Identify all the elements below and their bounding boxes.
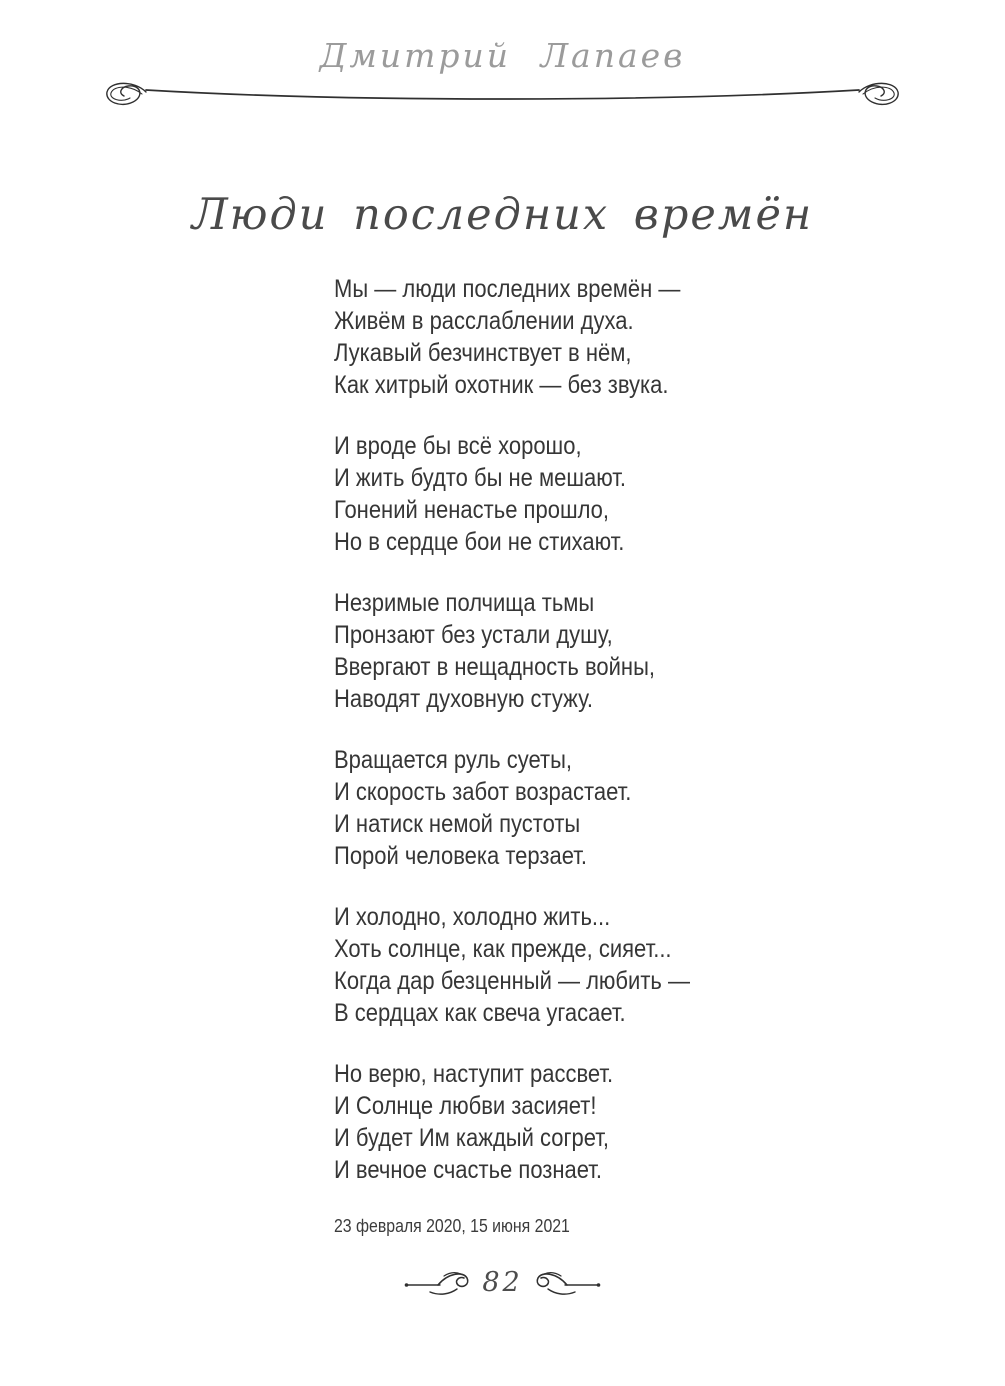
page-header-author: Дмитрий Лапаев xyxy=(319,36,686,75)
poem-line: Порой человека терзает. xyxy=(334,842,587,870)
poem-line: И вроде бы всё хорошо, xyxy=(334,432,582,460)
poem-line: Живём в расслаблении духа. xyxy=(334,307,634,335)
poem-line: И холодно, холодно жить... xyxy=(334,903,611,931)
poem-line: В сердцах как свеча угасает. xyxy=(334,999,626,1027)
poem-title: Люди последних времён xyxy=(191,190,814,240)
poem-stanza xyxy=(334,901,756,1029)
poem-line: И вечное счастье познает. xyxy=(334,1156,603,1184)
poem-stanza xyxy=(334,744,756,872)
poem-line: И жить будто бы не мешают. xyxy=(334,464,627,492)
poem-body xyxy=(334,273,756,1237)
poem-stanza xyxy=(334,273,756,401)
divider-line xyxy=(146,90,859,99)
wave-curl-flourish-icon xyxy=(532,1264,602,1304)
poem-line: Мы — люди последних времён — xyxy=(334,275,681,303)
poem-stanza xyxy=(334,430,756,558)
poem-stanza xyxy=(334,587,756,715)
right-swirl-icon xyxy=(859,83,898,104)
poem-line: Гонений ненастье прошло, xyxy=(334,496,610,524)
poem-line: Вращается руль суеты, xyxy=(334,746,573,774)
poem-line: Лукавый безчинствует в нём, xyxy=(334,339,632,367)
poem-line: Пронзают без устали душу, xyxy=(334,621,613,649)
poem-line: Ввергают в нещадность войны, xyxy=(334,653,656,681)
page-footer xyxy=(0,1264,1005,1304)
poem-line: И скорость забот возрастает. xyxy=(334,778,632,806)
header-divider-ornament xyxy=(100,78,905,114)
poem-line: Когда дар безценный — любить — xyxy=(334,967,690,995)
poem-line: Незримые полчища тьмы xyxy=(334,589,595,617)
poem-line: И натиск немой пустоты xyxy=(334,810,581,838)
poem-line: Но в сердце бои не стихают. xyxy=(334,528,625,556)
poem-dates: 23 февраля 2020, 15 июня 2021 xyxy=(334,1216,570,1236)
left-swirl-icon xyxy=(107,83,146,104)
poem-line: Хоть солнце, как прежде, сияет... xyxy=(334,935,672,963)
poem-line: И будет Им каждый согрет, xyxy=(334,1124,609,1152)
poem-line: Как хитрый охотник — без звука. xyxy=(334,371,669,399)
poem-line: И Солнце любви засияет! xyxy=(334,1092,597,1120)
poem-line: Но верю, наступит рассвет. xyxy=(334,1060,614,1088)
poem-line: Наводят духовную стужу. xyxy=(334,685,593,713)
page-number: 82 xyxy=(482,1266,523,1298)
poem-stanza xyxy=(334,1058,756,1186)
wave-curl-flourish-icon xyxy=(403,1264,473,1304)
